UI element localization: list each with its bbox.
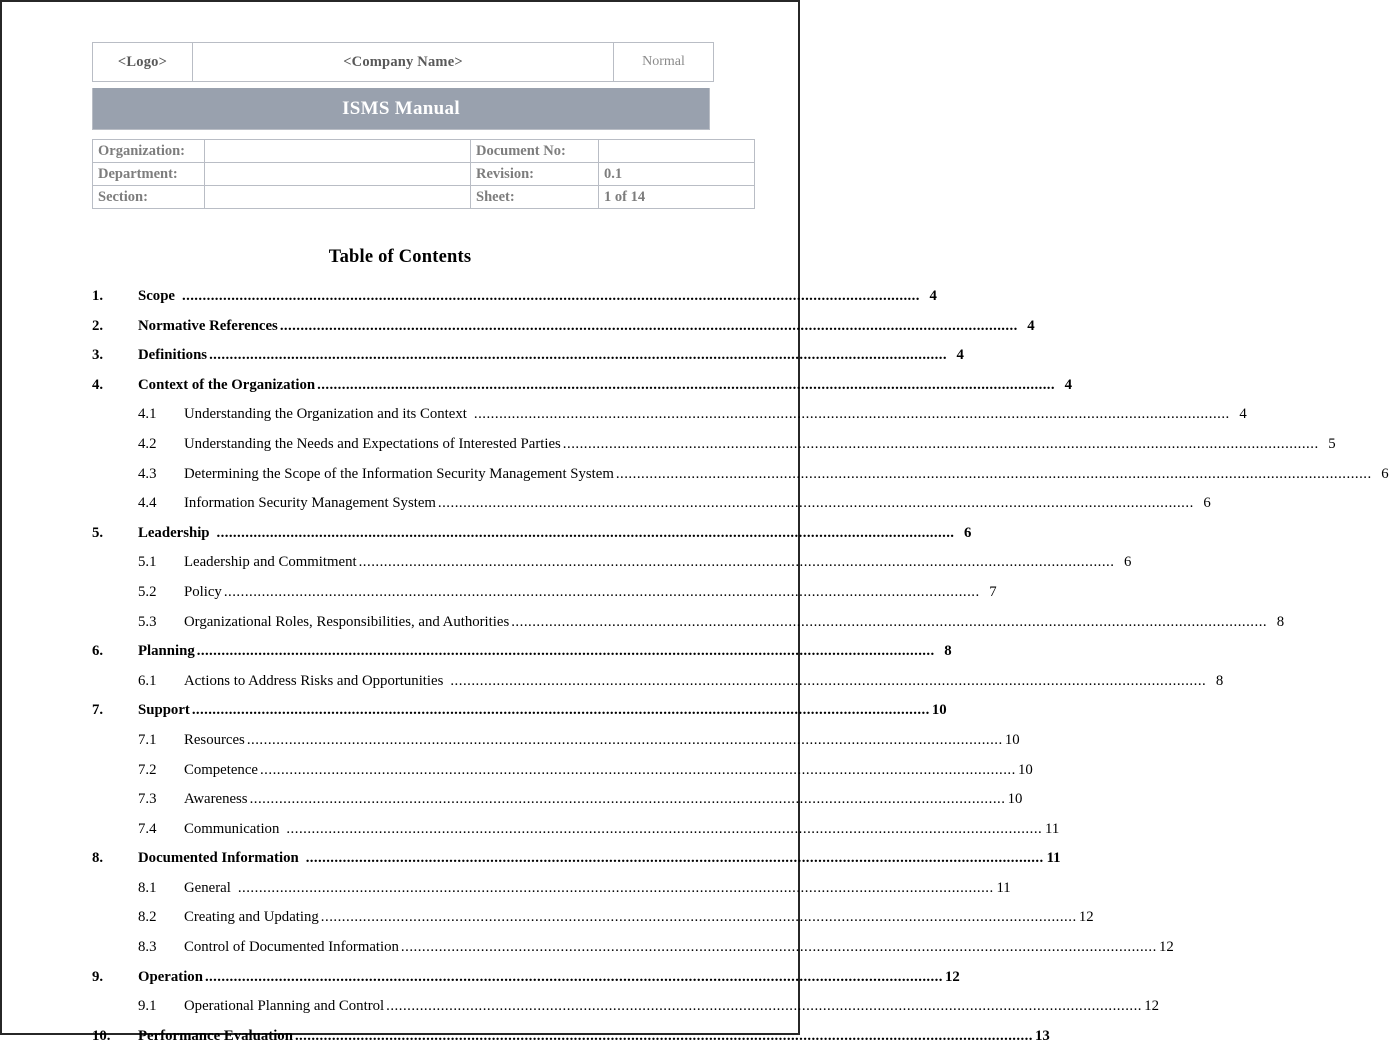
- toc-entry-page-number: 11: [1046, 850, 1061, 867]
- toc-entry-number: 4.2: [138, 435, 157, 452]
- toc-entry-number: 8.: [92, 850, 104, 867]
- document-no-value[interactable]: [599, 140, 755, 163]
- toc-entry-page-number: 4: [956, 347, 964, 364]
- toc-entry-number: 6.1: [138, 672, 157, 689]
- toc-entry[interactable]: [92, 406, 1247, 436]
- toc-dot-leader: [438, 495, 1194, 510]
- toc-entry-number: 7.1: [138, 731, 157, 748]
- toc-entry[interactable]: [92, 672, 1224, 703]
- toc-entry-number: 7.4: [138, 820, 157, 837]
- toc-entry-label: Communication: [184, 820, 280, 837]
- toc-entry[interactable]: [92, 879, 1011, 910]
- toc-entry-label: Creating and Updating: [184, 909, 319, 926]
- toc-entry-label: Leadership and Commitment: [184, 554, 357, 571]
- toc-entry[interactable]: [92, 376, 1072, 407]
- toc-entry-number: 4.4: [138, 495, 157, 512]
- document-no-label: Document No:: [471, 140, 599, 163]
- toc-entry-label: Support: [138, 702, 190, 719]
- toc-entry-number: 8.2: [138, 909, 157, 926]
- toc-entry[interactable]: [92, 909, 1094, 939]
- toc-entry[interactable]: [92, 583, 997, 614]
- toc-entry-number: 4.: [92, 376, 104, 393]
- toc-entry-number: 9.: [92, 968, 104, 985]
- toc-entry[interactable]: [92, 731, 1020, 762]
- toc-entry-label: Actions to Address Risks and Opportunities: [184, 672, 444, 689]
- toc-entry[interactable]: [92, 465, 1389, 496]
- toc-entry[interactable]: [92, 761, 1033, 792]
- toc-dot-leader: [247, 732, 1003, 747]
- company-name-cell: <Company Name>: [193, 43, 614, 82]
- toc-entry[interactable]: [92, 820, 1060, 851]
- toc-entry[interactable]: [92, 702, 947, 732]
- toc-dot-leader: [250, 791, 1006, 806]
- toc-dot-leader: [306, 850, 1044, 865]
- toc-dot-leader: [450, 673, 1206, 688]
- toc-dot-leader: [321, 909, 1077, 924]
- toc-dot-leader: [197, 643, 935, 658]
- toc-entry-label: Resources: [184, 731, 245, 748]
- table-row: [93, 186, 755, 209]
- toc-entry[interactable]: [92, 347, 964, 377]
- toc-dot-leader: [511, 614, 1267, 629]
- toc-entry-label: Normative References: [138, 317, 278, 334]
- toc-dot-leader: [224, 584, 980, 599]
- document-metadata-table: [92, 139, 755, 209]
- toc-entry-page-number: 10: [931, 702, 947, 719]
- toc-dot-leader: [192, 702, 930, 717]
- toc-dot-leader: [474, 406, 1230, 421]
- department-value[interactable]: [205, 163, 471, 186]
- toc-entry-label: Planning: [138, 643, 195, 660]
- table-row: [93, 163, 755, 186]
- toc-entry[interactable]: [92, 495, 1211, 525]
- toc-entry[interactable]: [92, 288, 937, 318]
- document-header-table: [92, 42, 714, 82]
- toc-entry-label: Determining the Scope of the Information Security Management System: [184, 465, 614, 482]
- toc-entry-page-number: 6: [1124, 554, 1132, 571]
- toc-entry[interactable]: [92, 791, 1023, 821]
- toc-entry-label: Organizational Roles, Responsibilities, and Authorities: [184, 613, 510, 630]
- toc-entry-page-number: 12: [1144, 998, 1159, 1015]
- section-value[interactable]: [205, 186, 471, 209]
- table-of-contents-list: [92, 288, 1389, 1057]
- toc-dot-leader: [217, 525, 955, 540]
- toc-entry[interactable]: [92, 643, 952, 673]
- toc-entry-number: 2.: [92, 317, 104, 334]
- toc-entry-number: 5.3: [138, 613, 157, 630]
- toc-dot-leader: [260, 762, 1016, 777]
- table-row: [93, 43, 714, 82]
- sheet-label: Sheet:: [471, 186, 599, 209]
- toc-entry-number: 1.: [92, 288, 104, 304]
- sheet-value[interactable]: 1 of 14: [599, 186, 755, 209]
- toc-entry-number: 4.3: [138, 465, 157, 482]
- table-row: [93, 140, 755, 163]
- toc-dot-leader: [359, 554, 1115, 569]
- toc-entry-number: 7.2: [138, 761, 157, 778]
- department-label: Department:: [93, 163, 205, 186]
- toc-entry-label: Documented Information: [138, 850, 299, 867]
- toc-entry-page-number: 11: [996, 879, 1011, 896]
- revision-value[interactable]: 0.1: [599, 163, 755, 186]
- toc-entry-page-number: 12: [1078, 909, 1094, 926]
- toc-entry-label: Information Security Management System: [184, 495, 436, 512]
- toc-entry-number: 7.3: [138, 791, 157, 808]
- toc-entry[interactable]: [92, 554, 1132, 584]
- toc-entry-page-number: 4: [929, 288, 937, 304]
- toc-entry[interactable]: [92, 998, 1159, 1028]
- document-title-banner: [92, 88, 710, 130]
- toc-entry-page-number: 8: [944, 643, 952, 660]
- toc-dot-leader: [317, 377, 1055, 392]
- toc-dot-leader: [182, 288, 920, 303]
- toc-entry[interactable]: [92, 435, 1336, 466]
- toc-entry-page-number: 8: [1276, 613, 1285, 630]
- toc-dot-leader: [295, 1028, 1033, 1043]
- toc-dot-leader: [386, 998, 1142, 1013]
- toc-entry-label: Performance Evaluation: [138, 1027, 293, 1044]
- organization-label: Organization:: [93, 140, 205, 163]
- toc-entry-label: General: [184, 879, 231, 896]
- toc-entry-page-number: 7: [989, 583, 997, 600]
- toc-entry-page-number: 6: [1381, 465, 1389, 482]
- toc-entry-label: Leadership: [138, 524, 210, 541]
- section-label: Section:: [93, 186, 205, 209]
- toc-entry-number: 5.2: [138, 583, 157, 600]
- toc-entry-page-number: 5: [1328, 435, 1336, 452]
- toc-entry-number: 7.: [92, 702, 104, 719]
- toc-entry-page-number: 12: [945, 968, 960, 985]
- toc-entry-page-number: 12: [1158, 939, 1174, 956]
- toc-dot-leader: [563, 436, 1319, 451]
- toc-entry-page-number: 10: [1007, 791, 1023, 808]
- toc-entry-page-number: 4: [1064, 376, 1072, 393]
- toc-entry-number: 10.: [92, 1027, 111, 1044]
- toc-entry-page-number: 8: [1215, 672, 1224, 689]
- toc-entry[interactable]: [92, 524, 972, 555]
- toc-entry-page-number: 10: [1004, 731, 1020, 748]
- toc-entry-page-number: 4: [1239, 406, 1247, 423]
- toc-entry-page-number: 10: [1018, 761, 1033, 778]
- toc-entry-label: Understanding the Organization and its Context: [184, 406, 467, 423]
- toc-entry-page-number: 6: [963, 524, 972, 541]
- toc-entry-number: 5.1: [138, 554, 157, 571]
- toc-entry-number: 4.1: [138, 406, 157, 423]
- toc-entry-label: Competence: [184, 761, 258, 778]
- logo-placeholder-cell: <Logo>: [93, 43, 193, 82]
- toc-entry[interactable]: [92, 968, 960, 999]
- toc-entry-label: Policy: [184, 583, 222, 600]
- toc-dot-leader: [205, 969, 943, 984]
- toc-dot-leader: [238, 880, 994, 895]
- toc-entry[interactable]: [92, 613, 1285, 644]
- toc-entry-page-number: 6: [1203, 495, 1211, 512]
- toc-entry-page-number: 11: [1044, 820, 1060, 837]
- revision-label: Revision:: [471, 163, 599, 186]
- toc-entry-number: 8.1: [138, 879, 157, 896]
- classification-cell: Normal: [614, 43, 714, 82]
- toc-dot-leader: [616, 466, 1372, 481]
- toc-entry-label: Operation: [138, 968, 203, 985]
- toc-entry-label: Understanding the Needs and Expectations of Interested Parties: [184, 435, 561, 452]
- toc-dot-leader: [286, 821, 1042, 836]
- toc-entry-page-number: 4: [1027, 317, 1035, 334]
- toc-entry-number: 9.1: [138, 998, 157, 1015]
- toc-entry-label: Operational Planning and Control: [184, 998, 385, 1015]
- toc-entry-label: Definitions: [138, 347, 208, 364]
- toc-entry-label: Awareness: [184, 791, 248, 808]
- table-of-contents-heading: Table of Contents: [328, 247, 472, 267]
- toc-entry-label: Context of the Organization: [138, 376, 316, 393]
- toc-entry-number: 5.: [92, 524, 104, 541]
- toc-entry-page-number: 13: [1035, 1027, 1050, 1044]
- toc-entry-number: 3.: [92, 347, 104, 364]
- toc-dot-leader: [209, 347, 947, 362]
- toc-entry-label: Scope: [138, 288, 175, 304]
- toc-dot-leader: [401, 939, 1157, 954]
- toc-dot-leader: [280, 318, 1018, 333]
- toc-entry-number: 8.3: [138, 939, 157, 956]
- document-title: ISMS Manual: [342, 97, 460, 119]
- organization-value[interactable]: [205, 140, 471, 163]
- page-content: [2, 2, 1389, 1057]
- toc-entry-label: Control of Documented Information: [184, 939, 399, 956]
- toc-entry[interactable]: [92, 1027, 1050, 1057]
- toc-entry[interactable]: [92, 850, 1061, 880]
- toc-entry[interactable]: [92, 939, 1174, 969]
- toc-entry[interactable]: [92, 317, 1035, 348]
- toc-entry-number: 6.: [92, 643, 104, 660]
